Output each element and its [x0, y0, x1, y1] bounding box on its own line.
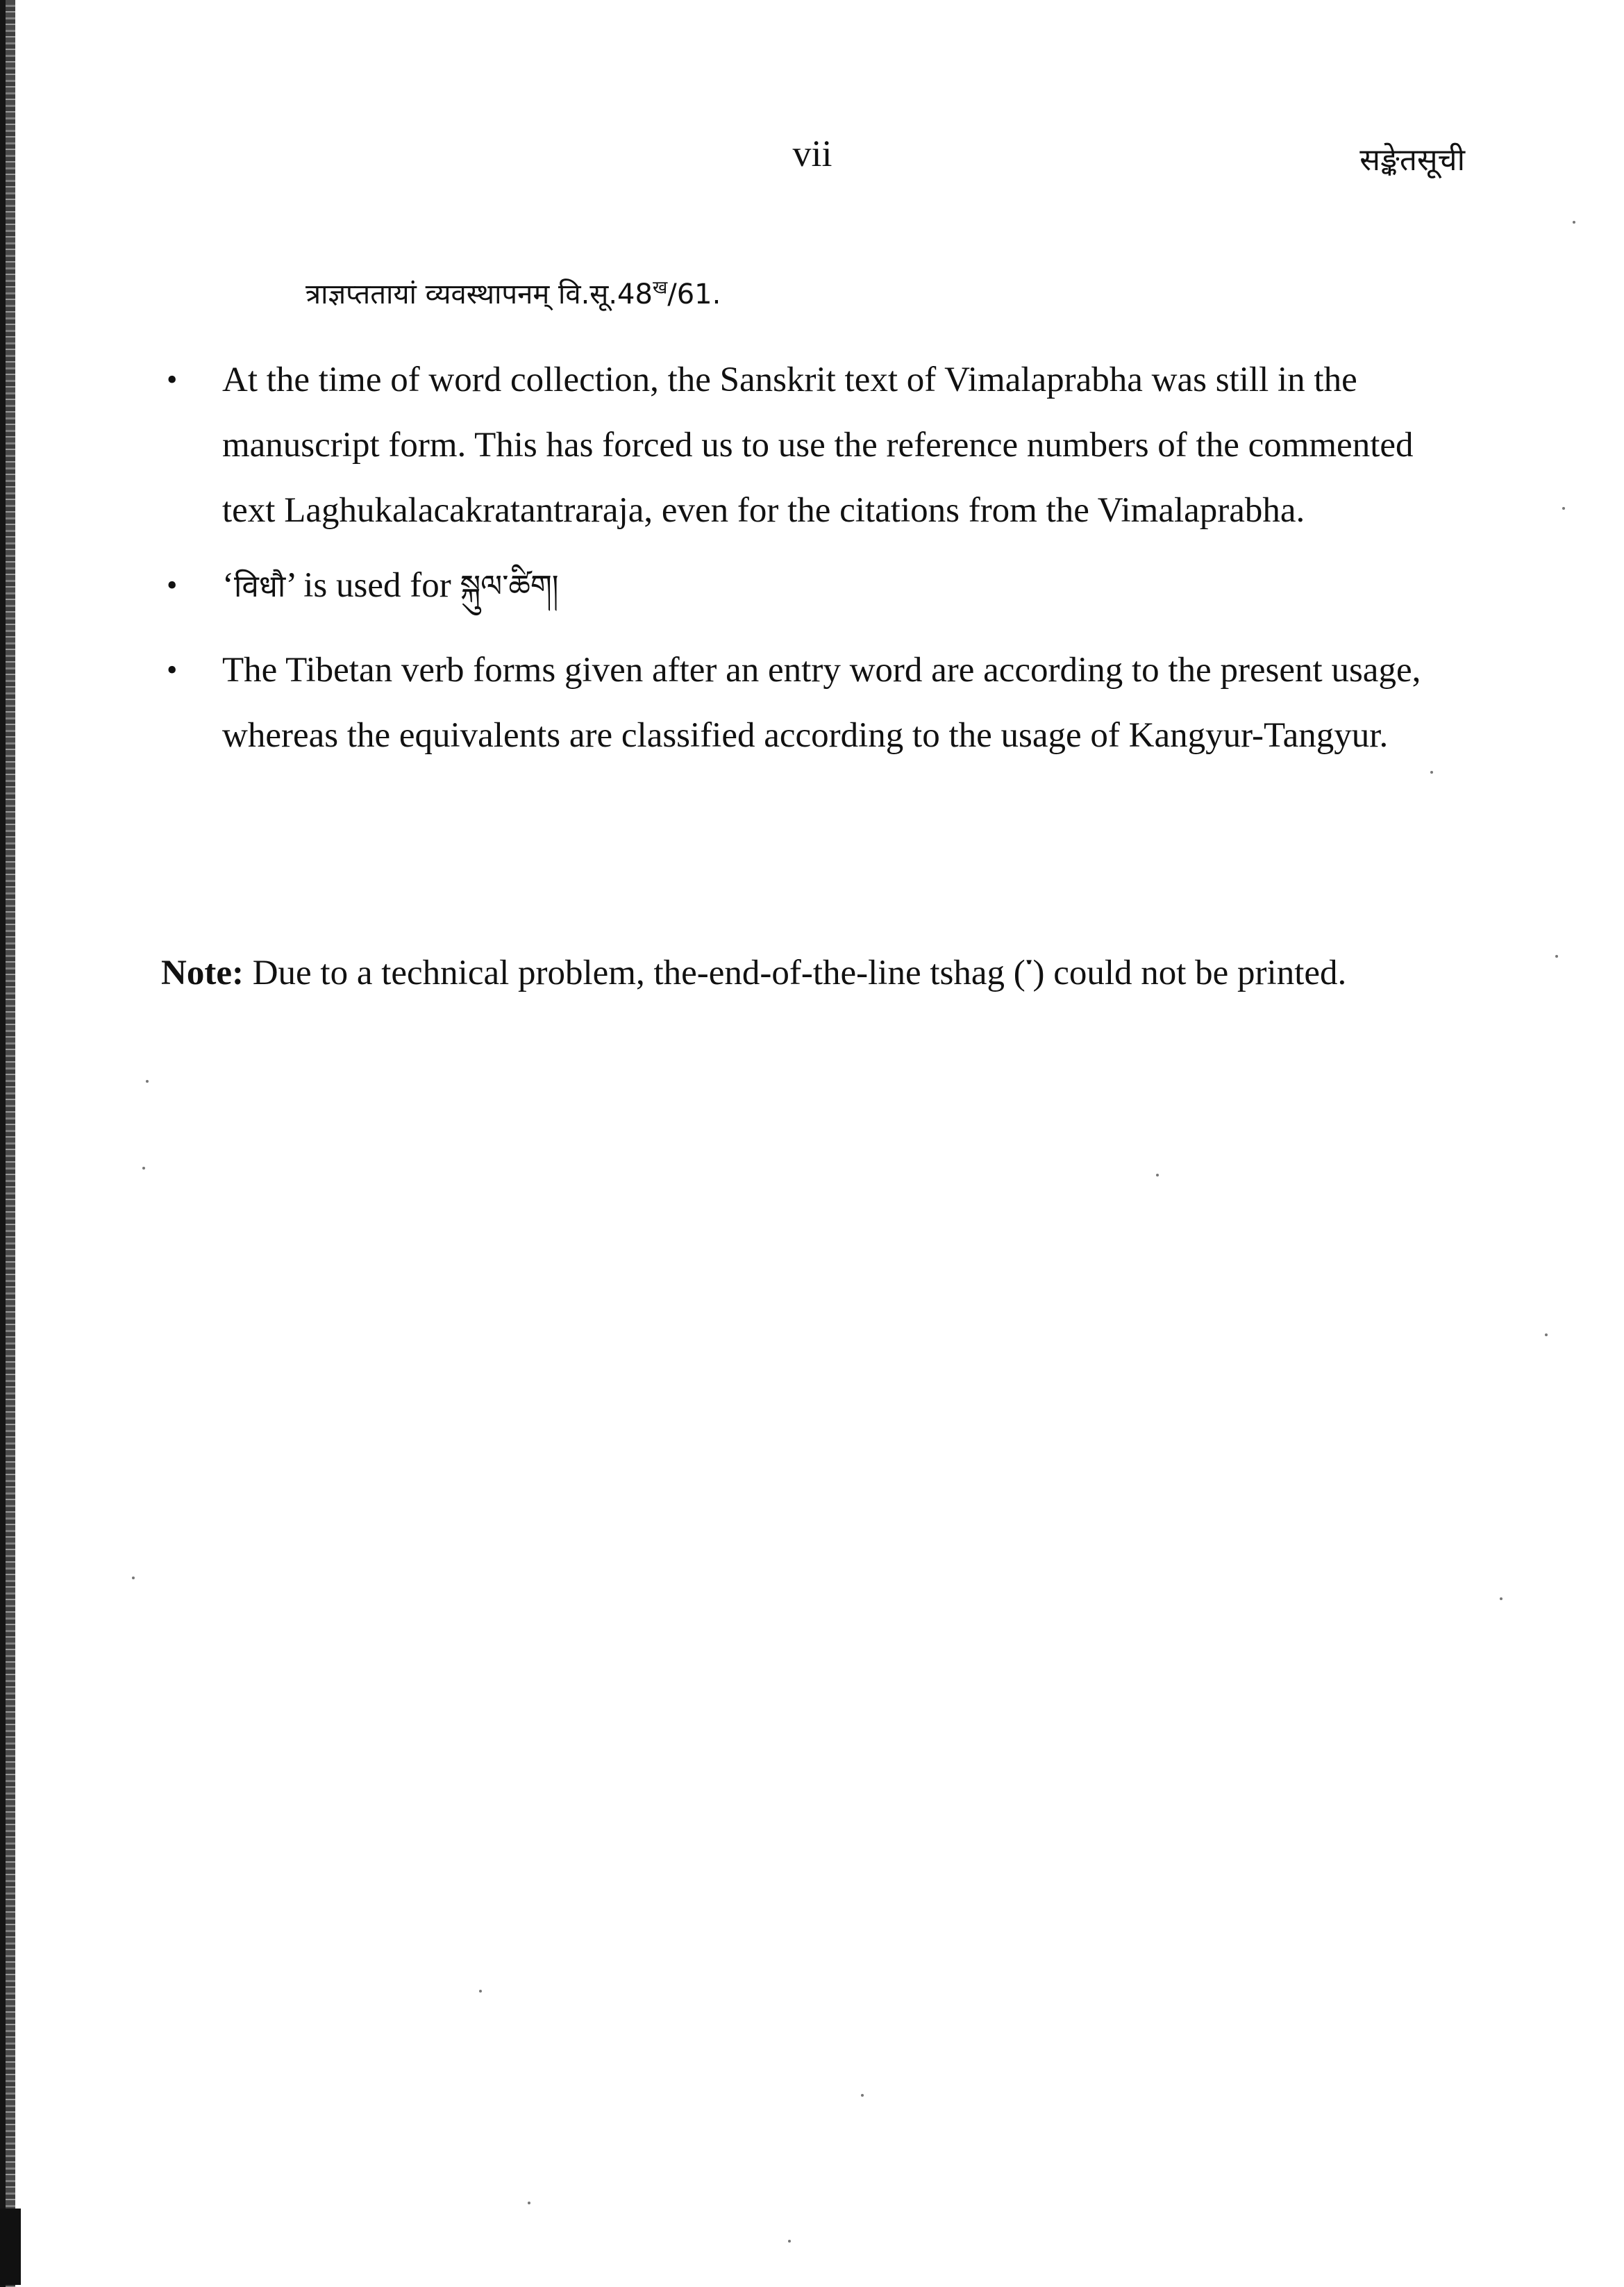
bullet-icon: • [167, 568, 178, 602]
reference-suffix: /61. [667, 278, 721, 310]
scan-speck [528, 2202, 530, 2204]
list-item-text: At the time of word collection, the Sanskrit text of Vimalaprabha was still in the manuscript form. This has forced us to use the reference numbers of the commented text Laghukalacakratantraraja, even for the citations from the Vimalaprabha. [222, 360, 1414, 530]
scan-binding-shadow [0, 0, 6, 2287]
bullet-icon: • [167, 363, 178, 397]
scan-speck [142, 1167, 145, 1170]
scan-speck [861, 2094, 864, 2097]
reference-superscript: ख [652, 277, 668, 299]
running-header: सङ्केतसूची [1359, 142, 1465, 178]
scan-speck [1555, 955, 1558, 958]
note-label: Note: [161, 954, 244, 992]
list-item-text: The Tibetan verb forms given after an entry word are according to the present usage, whereas the equivalents are classified according to the usage of Kangyur-Tangyur. [222, 651, 1421, 755]
note-text: Due to a technical problem, the-end-of-the-line tshag (་) could not be printed. [243, 954, 1347, 992]
scan-speck [132, 1577, 135, 1579]
list-item [160, 347, 1465, 543]
scan-speck [479, 1990, 482, 1993]
note-paragraph [161, 940, 1466, 1006]
scan-speck [1430, 771, 1433, 774]
devanagari-term: विधौ [233, 569, 286, 604]
scan-speck [1156, 1174, 1159, 1176]
list-item [160, 638, 1465, 768]
scan-speck [1562, 507, 1565, 510]
notes-list [160, 347, 1465, 778]
scan-speck [146, 1080, 149, 1083]
list-item [160, 553, 1465, 619]
scan-speck [1500, 1597, 1502, 1600]
page-number: vii [792, 133, 832, 174]
list-item-text: is used for [296, 566, 460, 605]
tibetan-term: སྐུལ་ཚིག། [460, 569, 559, 604]
close-quote: ’ [285, 566, 296, 605]
bullet-icon: • [167, 653, 178, 687]
reference-text: त्राज्ञप्ततायां व्यवस्थापनम् वि.सू.48 [305, 278, 653, 310]
reference-line [305, 274, 1347, 312]
scan-speck [1573, 221, 1575, 224]
open-quote: ‘ [222, 566, 234, 605]
scan-binding-foot [0, 2209, 42, 2285]
scan-speck [1545, 1333, 1548, 1336]
scan-speck [788, 2240, 791, 2243]
